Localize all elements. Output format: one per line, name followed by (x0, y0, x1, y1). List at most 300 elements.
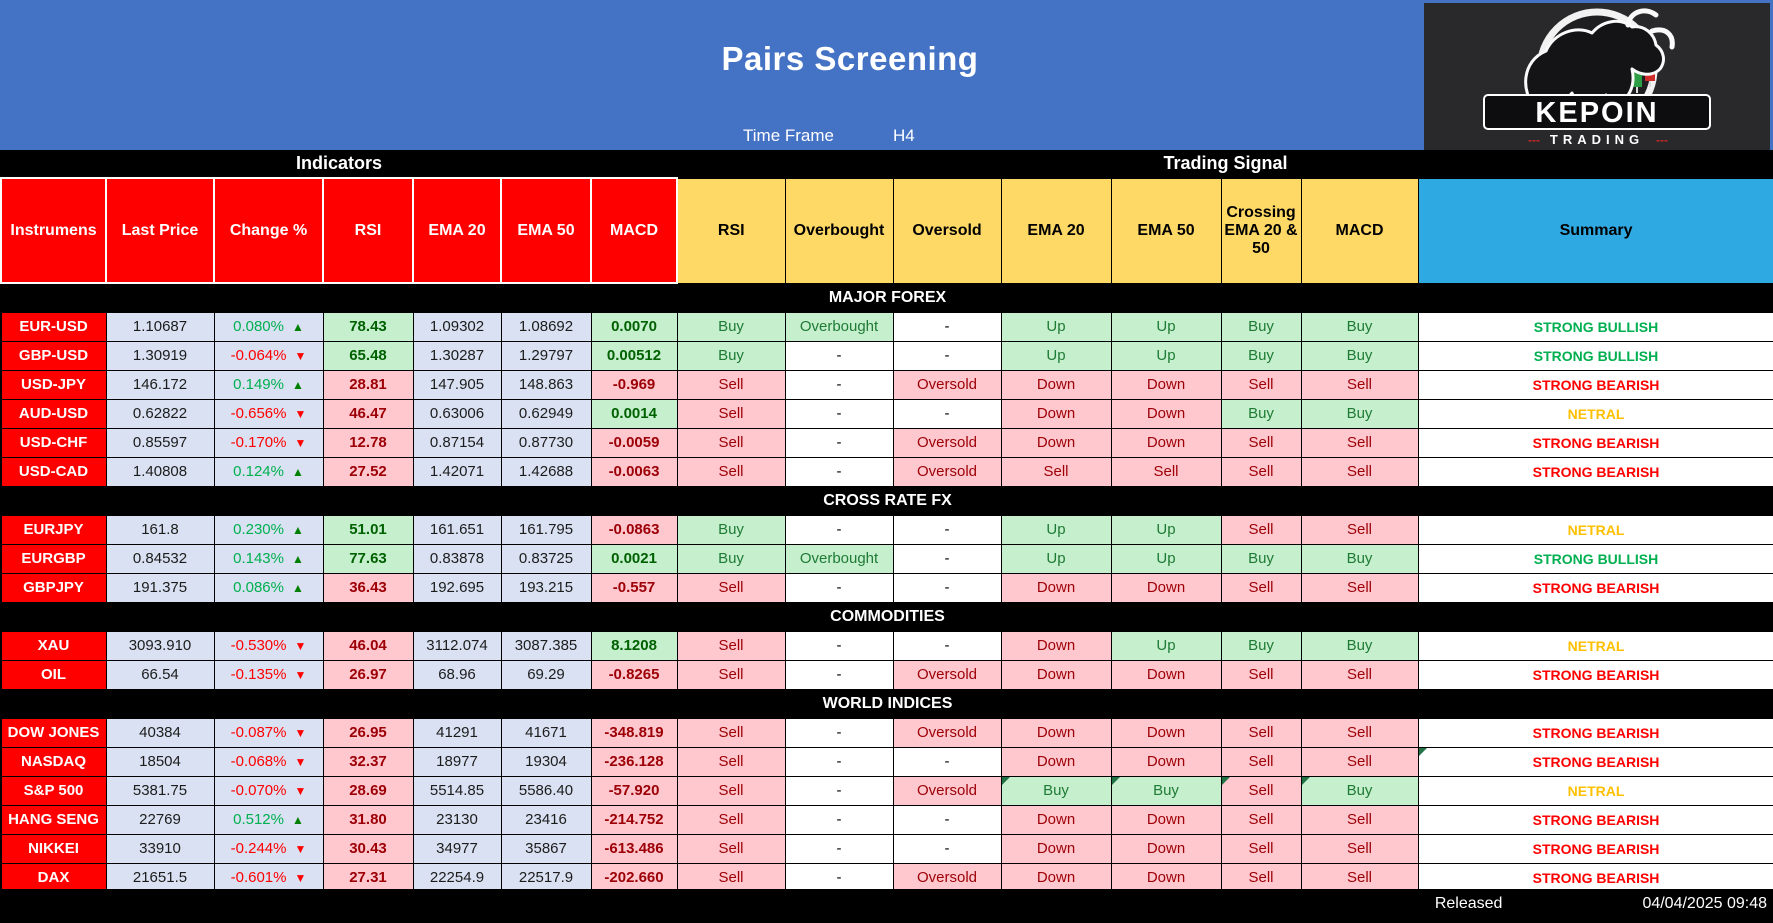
cell-ema-50[interactable]: 148.863 (501, 370, 591, 399)
cell-sig-overbought[interactable]: - (785, 834, 893, 863)
cell-sig-ema-20[interactable]: Up (1001, 312, 1111, 341)
cell-sig-crossing[interactable]: Sell (1221, 428, 1301, 457)
cell-sig-ema-50[interactable]: Down (1111, 805, 1221, 834)
cell-sig-overbought[interactable]: - (785, 341, 893, 370)
cell-rsi[interactable]: 30.43 (323, 834, 413, 863)
cell-summary[interactable]: STRONG BEARISH (1418, 428, 1773, 457)
cell-sig-ema-20[interactable]: Down (1001, 834, 1111, 863)
cell-sig-overbought[interactable]: - (785, 457, 893, 486)
cell-change-pct[interactable] (214, 805, 323, 834)
table-row (1, 341, 1773, 370)
cell-macd[interactable]: 0.0070 (591, 312, 677, 341)
cell-sig-macd[interactable]: Sell (1301, 718, 1418, 747)
cell-last-price[interactable]: 1.30919 (106, 341, 214, 370)
cell-sig-macd[interactable]: Sell (1301, 805, 1418, 834)
cell-last-price[interactable]: 146.172 (106, 370, 214, 399)
cell-sig-rsi[interactable]: Sell (677, 718, 785, 747)
cell-sig-ema-50[interactable]: Up (1111, 341, 1221, 370)
cell-instrument[interactable]: DAX (1, 863, 106, 892)
cell-sig-crossing[interactable]: Buy (1221, 341, 1301, 370)
cell-rsi[interactable]: 28.81 (323, 370, 413, 399)
cell-macd[interactable]: -236.128 (591, 747, 677, 776)
cell-instrument[interactable]: DOW JONES (1, 718, 106, 747)
cell-sig-overbought[interactable]: - (785, 631, 893, 660)
cell-ema-20[interactable]: 147.905 (413, 370, 501, 399)
cell-instrument[interactable]: S&P 500 (1, 776, 106, 805)
up-triangle-icon: ▲ (291, 523, 304, 537)
cell-sig-crossing[interactable]: Buy (1221, 631, 1301, 660)
cell-summary[interactable]: STRONG BEARISH (1418, 573, 1773, 602)
cell-sig-oversold[interactable]: Oversold (893, 457, 1001, 486)
cell-summary[interactable]: NETRAL (1418, 776, 1773, 805)
cell-instrument[interactable]: NASDAQ (1, 747, 106, 776)
cell-instrument[interactable]: EURGBP (1, 544, 106, 573)
cell-sig-ema-50[interactable]: Up (1111, 544, 1221, 573)
column-header-summary[interactable]: Summary (1418, 178, 1773, 283)
cell-sig-macd[interactable]: Sell (1301, 573, 1418, 602)
cell-sig-macd[interactable]: Sell (1301, 515, 1418, 544)
cell-ema-20[interactable]: 22254.9 (413, 863, 501, 892)
cell-sig-ema-50[interactable]: Down (1111, 834, 1221, 863)
cell-rsi[interactable]: 46.47 (323, 399, 413, 428)
cell-instrument[interactable]: USD-CAD (1, 457, 106, 486)
cell-sig-crossing[interactable]: Sell (1221, 834, 1301, 863)
column-header-sig-crossing[interactable]: Crossing EMA 20 & 50 (1221, 178, 1301, 283)
cell-macd[interactable]: -348.819 (591, 718, 677, 747)
cell-sig-macd[interactable]: Buy (1301, 776, 1418, 805)
cell-sig-rsi[interactable]: Sell (677, 399, 785, 428)
change-pct-value: -0.656% (230, 405, 287, 422)
cell-last-price[interactable]: 191.375 (106, 573, 214, 602)
cell-macd[interactable]: -214.752 (591, 805, 677, 834)
table-row (1, 863, 1773, 892)
cell-ema-50[interactable]: 5586.40 (501, 776, 591, 805)
cell-sig-rsi[interactable]: Sell (677, 834, 785, 863)
column-header-change-pct[interactable]: Change % (214, 178, 323, 283)
cell-macd[interactable]: -57.920 (591, 776, 677, 805)
cell-change-pct[interactable] (214, 660, 323, 689)
cell-sig-macd[interactable]: Sell (1301, 428, 1418, 457)
cell-sig-crossing[interactable]: Sell (1221, 776, 1301, 805)
cell-sig-overbought[interactable]: - (785, 399, 893, 428)
cell-summary[interactable]: NETRAL (1418, 399, 1773, 428)
cell-sig-oversold[interactable]: - (893, 341, 1001, 370)
cell-sig-macd[interactable]: Buy (1301, 399, 1418, 428)
cell-rsi[interactable]: 32.37 (323, 747, 413, 776)
cell-sig-overbought[interactable]: - (785, 660, 893, 689)
logo-brand-text: KEPOIN (1535, 97, 1659, 129)
cell-last-price[interactable]: 33910 (106, 834, 214, 863)
cell-last-price[interactable]: 18504 (106, 747, 214, 776)
cell-ema-50[interactable]: 0.83725 (501, 544, 591, 573)
timeframe-label: Time Frame (743, 126, 834, 145)
cell-ema-20[interactable]: 68.96 (413, 660, 501, 689)
cell-last-price[interactable]: 66.54 (106, 660, 214, 689)
cell-last-price[interactable]: 22769 (106, 805, 214, 834)
cell-ema-20[interactable]: 18977 (413, 747, 501, 776)
cell-ema-20[interactable]: 23130 (413, 805, 501, 834)
cell-sig-oversold[interactable]: Oversold (893, 776, 1001, 805)
cell-sig-overbought[interactable]: - (785, 805, 893, 834)
cell-last-price[interactable]: 0.84532 (106, 544, 214, 573)
cell-ema-50[interactable]: 35867 (501, 834, 591, 863)
cell-change-pct[interactable] (214, 428, 323, 457)
cell-sig-overbought[interactable]: Overbought (785, 544, 893, 573)
cell-sig-ema-20[interactable]: Down (1001, 399, 1111, 428)
cell-sig-ema-20[interactable]: Up (1001, 341, 1111, 370)
cell-summary[interactable]: STRONG BULLISH (1418, 312, 1773, 341)
cell-sig-ema-20[interactable]: Up (1001, 515, 1111, 544)
cell-summary[interactable]: STRONG BEARISH (1418, 718, 1773, 747)
cell-sig-oversold[interactable]: Oversold (893, 718, 1001, 747)
column-header-macd[interactable]: MACD (591, 178, 677, 283)
cell-sig-ema-20[interactable]: Down (1001, 747, 1111, 776)
cell-sig-ema-50[interactable]: Down (1111, 399, 1221, 428)
cell-last-price[interactable]: 40384 (106, 718, 214, 747)
cell-ema-50[interactable]: 22517.9 (501, 863, 591, 892)
cell-sig-oversold[interactable]: Oversold (893, 863, 1001, 892)
cell-rsi[interactable]: 36.43 (323, 573, 413, 602)
cell-rsi[interactable]: 77.63 (323, 544, 413, 573)
cell-macd[interactable]: -202.660 (591, 863, 677, 892)
cell-macd[interactable]: 0.00512 (591, 341, 677, 370)
cell-sig-ema-20[interactable]: Down (1001, 370, 1111, 399)
cell-summary[interactable]: STRONG BEARISH (1418, 370, 1773, 399)
cell-ema-50[interactable]: 0.87730 (501, 428, 591, 457)
cell-ema-20[interactable]: 0.63006 (413, 399, 501, 428)
cell-sig-rsi[interactable]: Sell (677, 631, 785, 660)
cell-change-pct[interactable] (214, 631, 323, 660)
cell-change-pct[interactable] (214, 399, 323, 428)
cell-rsi[interactable]: 27.52 (323, 457, 413, 486)
cell-sig-oversold[interactable]: - (893, 805, 1001, 834)
cell-summary[interactable]: STRONG BEARISH (1418, 805, 1773, 834)
change-pct-value: -0.170% (230, 434, 287, 451)
cell-ema-20[interactable]: 3112.074 (413, 631, 501, 660)
cell-change-pct[interactable] (214, 457, 323, 486)
cell-macd[interactable]: -0.0063 (591, 457, 677, 486)
cell-change-pct[interactable] (214, 544, 323, 573)
cell-sig-oversold[interactable]: - (893, 399, 1001, 428)
cell-summary[interactable]: STRONG BEARISH (1418, 834, 1773, 863)
cell-sig-rsi[interactable]: Sell (677, 428, 785, 457)
cell-sig-overbought[interactable]: - (785, 515, 893, 544)
cell-sig-rsi[interactable]: Buy (677, 341, 785, 370)
table-row (1, 631, 1773, 660)
cell-sig-overbought[interactable]: - (785, 718, 893, 747)
cell-sig-ema-20[interactable]: Sell (1001, 457, 1111, 486)
cell-sig-macd[interactable]: Buy (1301, 341, 1418, 370)
cell-summary[interactable]: STRONG BEARISH (1418, 863, 1773, 892)
down-triangle-icon: ▼ (294, 784, 307, 798)
cell-sig-crossing[interactable]: Sell (1221, 863, 1301, 892)
cell-rsi[interactable]: 28.69 (323, 776, 413, 805)
cell-ema-50[interactable]: 0.62949 (501, 399, 591, 428)
change-pct-value: 0.512% (233, 811, 284, 828)
cell-sig-overbought[interactable]: - (785, 747, 893, 776)
cell-sig-ema-50[interactable]: Buy (1111, 776, 1221, 805)
cell-sig-oversold[interactable]: - (893, 834, 1001, 863)
cell-sig-ema-50[interactable]: Down (1111, 863, 1221, 892)
cell-instrument[interactable]: OIL (1, 660, 106, 689)
cell-last-price[interactable]: 1.10687 (106, 312, 214, 341)
cell-rsi[interactable]: 12.78 (323, 428, 413, 457)
cell-sig-macd[interactable]: Sell (1301, 660, 1418, 689)
cell-sig-rsi[interactable]: Buy (677, 544, 785, 573)
cell-ema-20[interactable]: 1.09302 (413, 312, 501, 341)
table-row (1, 399, 1773, 428)
cell-sig-rsi[interactable]: Buy (677, 312, 785, 341)
section-header: CROSS RATE FX (1, 486, 1773, 515)
cell-sig-oversold[interactable]: - (893, 312, 1001, 341)
column-header-row (1, 178, 1773, 283)
cell-sig-oversold[interactable]: Oversold (893, 370, 1001, 399)
table-row (1, 747, 1773, 776)
cell-sig-crossing[interactable]: Buy (1221, 544, 1301, 573)
cell-sig-ema-50[interactable]: Down (1111, 428, 1221, 457)
cell-last-price[interactable]: 161.8 (106, 515, 214, 544)
cell-sig-rsi[interactable]: Sell (677, 863, 785, 892)
cell-ema-50[interactable]: 41671 (501, 718, 591, 747)
cell-sig-crossing[interactable]: Sell (1221, 718, 1301, 747)
cell-sig-macd[interactable]: Sell (1301, 834, 1418, 863)
cell-sig-crossing[interactable]: Sell (1221, 805, 1301, 834)
cell-instrument[interactable]: GBP-USD (1, 341, 106, 370)
cell-sig-macd[interactable]: Sell (1301, 457, 1418, 486)
change-pct-value: -0.530% (230, 637, 287, 654)
cell-sig-ema-20[interactable]: Down (1001, 718, 1111, 747)
cell-ema-50[interactable]: 69.29 (501, 660, 591, 689)
cell-instrument[interactable]: EURJPY (1, 515, 106, 544)
cell-sig-rsi[interactable]: Sell (677, 747, 785, 776)
cell-sig-oversold[interactable]: Oversold (893, 428, 1001, 457)
cell-rsi[interactable]: 51.01 (323, 515, 413, 544)
cell-change-pct[interactable] (214, 747, 323, 776)
cell-rsi[interactable]: 65.48 (323, 341, 413, 370)
cell-macd[interactable]: 0.0014 (591, 399, 677, 428)
cell-rsi[interactable]: 27.31 (323, 863, 413, 892)
cell-sig-ema-50[interactable]: Down (1111, 660, 1221, 689)
cell-sig-ema-20[interactable]: Up (1001, 544, 1111, 573)
cell-instrument[interactable]: GBPJPY (1, 573, 106, 602)
cell-sig-macd[interactable]: Buy (1301, 312, 1418, 341)
cell-ema-20[interactable]: 1.30287 (413, 341, 501, 370)
cell-summary[interactable]: NETRAL (1418, 515, 1773, 544)
cell-sig-overbought[interactable]: - (785, 573, 893, 602)
column-header-ema-50[interactable]: EMA 50 (501, 178, 591, 283)
cell-sig-ema-50[interactable]: Down (1111, 718, 1221, 747)
column-header-sig-ema-20[interactable]: EMA 20 (1001, 178, 1111, 283)
cell-sig-macd[interactable]: Buy (1301, 631, 1418, 660)
cell-sig-ema-20[interactable]: Down (1001, 805, 1111, 834)
cell-sig-rsi[interactable]: Sell (677, 370, 785, 399)
cell-sig-crossing[interactable]: Sell (1221, 370, 1301, 399)
cell-ema-20[interactable]: 1.42071 (413, 457, 501, 486)
cell-summary[interactable]: STRONG BULLISH (1418, 341, 1773, 370)
cell-sig-ema-50[interactable]: Up (1111, 631, 1221, 660)
cell-rsi[interactable]: 46.04 (323, 631, 413, 660)
cell-ema-50[interactable]: 193.215 (501, 573, 591, 602)
cell-change-pct[interactable] (214, 863, 323, 892)
cell-ema-50[interactable]: 19304 (501, 747, 591, 776)
cell-sig-crossing[interactable]: Buy (1221, 399, 1301, 428)
column-header-instrument[interactable]: Instrumens (1, 178, 106, 283)
cell-sig-ema-50[interactable]: Down (1111, 747, 1221, 776)
group-header-trading-signal: Trading Signal (677, 150, 1773, 178)
cell-sig-ema-20[interactable]: Buy (1001, 776, 1111, 805)
cell-change-pct[interactable] (214, 573, 323, 602)
cell-change-pct[interactable] (214, 834, 323, 863)
cell-last-price[interactable]: 21651.5 (106, 863, 214, 892)
cell-sig-overbought[interactable]: - (785, 428, 893, 457)
cell-sig-macd[interactable]: Buy (1301, 544, 1418, 573)
cell-ema-50[interactable]: 1.42688 (501, 457, 591, 486)
cell-sig-crossing[interactable]: Sell (1221, 573, 1301, 602)
down-triangle-icon: ▼ (294, 842, 307, 856)
cell-sig-macd[interactable]: Sell (1301, 747, 1418, 776)
cell-change-pct[interactable] (214, 776, 323, 805)
cell-sig-oversold[interactable]: - (893, 573, 1001, 602)
cell-sig-ema-50[interactable]: Down (1111, 573, 1221, 602)
cell-ema-20[interactable]: 5514.85 (413, 776, 501, 805)
cell-sig-oversold[interactable]: - (893, 631, 1001, 660)
table-row (1, 834, 1773, 863)
cell-sig-overbought[interactable]: - (785, 863, 893, 892)
cell-macd[interactable]: 8.1208 (591, 631, 677, 660)
cell-sig-ema-50[interactable]: Down (1111, 370, 1221, 399)
cell-sig-oversold[interactable]: - (893, 544, 1001, 573)
cell-summary[interactable]: STRONG BEARISH (1418, 457, 1773, 486)
cell-last-price[interactable]: 3093.910 (106, 631, 214, 660)
cell-summary[interactable]: STRONG BEARISH (1418, 660, 1773, 689)
cell-sig-oversold[interactable]: - (893, 747, 1001, 776)
cell-summary[interactable]: NETRAL (1418, 631, 1773, 660)
cell-sig-crossing[interactable]: Buy (1221, 312, 1301, 341)
cell-instrument[interactable]: NIKKEI (1, 834, 106, 863)
column-header-sig-rsi[interactable]: RSI (677, 178, 785, 283)
change-pct-value: 0.143% (233, 550, 284, 567)
change-pct-value: 0.080% (233, 318, 284, 335)
cell-ema-50[interactable]: 3087.385 (501, 631, 591, 660)
cell-instrument[interactable]: EUR-USD (1, 312, 106, 341)
cell-macd[interactable]: -613.486 (591, 834, 677, 863)
cell-sig-rsi[interactable]: Sell (677, 776, 785, 805)
cell-last-price[interactable]: 5381.75 (106, 776, 214, 805)
cell-sig-crossing[interactable]: Sell (1221, 660, 1301, 689)
cell-ema-50[interactable]: 23416 (501, 805, 591, 834)
cell-sig-rsi[interactable]: Sell (677, 660, 785, 689)
cell-ema-20[interactable]: 192.695 (413, 573, 501, 602)
cell-ema-20[interactable]: 34977 (413, 834, 501, 863)
cell-sig-overbought[interactable]: - (785, 776, 893, 805)
cell-change-pct[interactable] (214, 515, 323, 544)
cell-sig-ema-20[interactable]: Down (1001, 631, 1111, 660)
cell-rsi[interactable]: 78.43 (323, 312, 413, 341)
column-header-rsi[interactable]: RSI (323, 178, 413, 283)
cell-sig-overbought[interactable]: - (785, 370, 893, 399)
column-header-sig-macd[interactable]: MACD (1301, 178, 1418, 283)
cell-ema-50[interactable]: 161.795 (501, 515, 591, 544)
cell-change-pct[interactable] (214, 370, 323, 399)
timeframe-value[interactable]: H4 (893, 126, 915, 145)
cell-last-price[interactable]: 0.85597 (106, 428, 214, 457)
column-header-sig-ema-50[interactable]: EMA 50 (1111, 178, 1221, 283)
cell-macd[interactable]: -0.8265 (591, 660, 677, 689)
cell-sig-rsi[interactable]: Sell (677, 573, 785, 602)
cell-change-pct[interactable] (214, 718, 323, 747)
cell-sig-overbought[interactable]: Overbought (785, 312, 893, 341)
table-row (1, 718, 1773, 747)
cell-sig-crossing[interactable]: Sell (1221, 457, 1301, 486)
cell-last-price[interactable]: 0.62822 (106, 399, 214, 428)
cell-sig-ema-20[interactable]: Down (1001, 863, 1111, 892)
cell-ema-20[interactable]: 161.651 (413, 515, 501, 544)
cell-sig-ema-20[interactable]: Down (1001, 428, 1111, 457)
cell-macd[interactable]: -0.557 (591, 573, 677, 602)
cell-ema-20[interactable]: 0.83878 (413, 544, 501, 573)
cell-change-pct[interactable] (214, 341, 323, 370)
cell-macd[interactable]: -0.0863 (591, 515, 677, 544)
cell-sig-oversold[interactable]: Oversold (893, 660, 1001, 689)
cell-ema-50[interactable]: 1.29797 (501, 341, 591, 370)
change-pct-value: 0.149% (233, 376, 284, 393)
table-row (1, 660, 1773, 689)
cell-sig-rsi[interactable]: Sell (677, 457, 785, 486)
cell-ema-50[interactable]: 1.08692 (501, 312, 591, 341)
cell-sig-rsi[interactable]: Sell (677, 805, 785, 834)
cell-sig-crossing[interactable]: Sell (1221, 515, 1301, 544)
kepoin-trading-logo (1424, 3, 1770, 150)
cell-sig-ema-20[interactable]: Down (1001, 660, 1111, 689)
cell-sig-macd[interactable]: Sell (1301, 863, 1418, 892)
cell-macd[interactable]: 0.0021 (591, 544, 677, 573)
cell-rsi[interactable]: 26.95 (323, 718, 413, 747)
cell-sig-oversold[interactable]: - (893, 515, 1001, 544)
down-triangle-icon: ▼ (294, 726, 307, 740)
cell-rsi[interactable]: 26.97 (323, 660, 413, 689)
cell-summary[interactable]: STRONG BULLISH (1418, 544, 1773, 573)
column-header-last-price[interactable]: Last Price (106, 178, 214, 283)
cell-ema-20[interactable]: 41291 (413, 718, 501, 747)
cell-sig-ema-50[interactable]: Up (1111, 312, 1221, 341)
cell-sig-ema-50[interactable]: Sell (1111, 457, 1221, 486)
cell-summary[interactable]: STRONG BEARISH (1418, 747, 1773, 776)
cell-instrument[interactable]: HANG SENG (1, 805, 106, 834)
column-header-sig-oversold[interactable]: Oversold (893, 178, 1001, 283)
cell-sig-ema-20[interactable]: Down (1001, 573, 1111, 602)
cell-last-price[interactable]: 1.40808 (106, 457, 214, 486)
cell-sig-macd[interactable]: Sell (1301, 370, 1418, 399)
cell-macd[interactable]: -0.0059 (591, 428, 677, 457)
cell-instrument[interactable]: XAU (1, 631, 106, 660)
cell-ema-20[interactable]: 0.87154 (413, 428, 501, 457)
cell-instrument[interactable]: USD-CHF (1, 428, 106, 457)
cell-instrument[interactable]: USD-JPY (1, 370, 106, 399)
cell-macd[interactable]: -0.969 (591, 370, 677, 399)
cell-change-pct[interactable] (214, 312, 323, 341)
column-header-ema-20[interactable]: EMA 20 (413, 178, 501, 283)
column-header-sig-overbought[interactable]: Overbought (785, 178, 893, 283)
cell-sig-rsi[interactable]: Buy (677, 515, 785, 544)
table-row (1, 573, 1773, 602)
change-pct-value: -0.135% (230, 666, 287, 683)
cell-rsi[interactable]: 31.80 (323, 805, 413, 834)
section-header: WORLD INDICES (1, 689, 1773, 718)
cell-sig-crossing[interactable]: Sell (1221, 747, 1301, 776)
change-pct-value: 0.124% (233, 463, 284, 480)
cell-instrument[interactable]: AUD-USD (1, 399, 106, 428)
cell-sig-ema-50[interactable]: Up (1111, 515, 1221, 544)
